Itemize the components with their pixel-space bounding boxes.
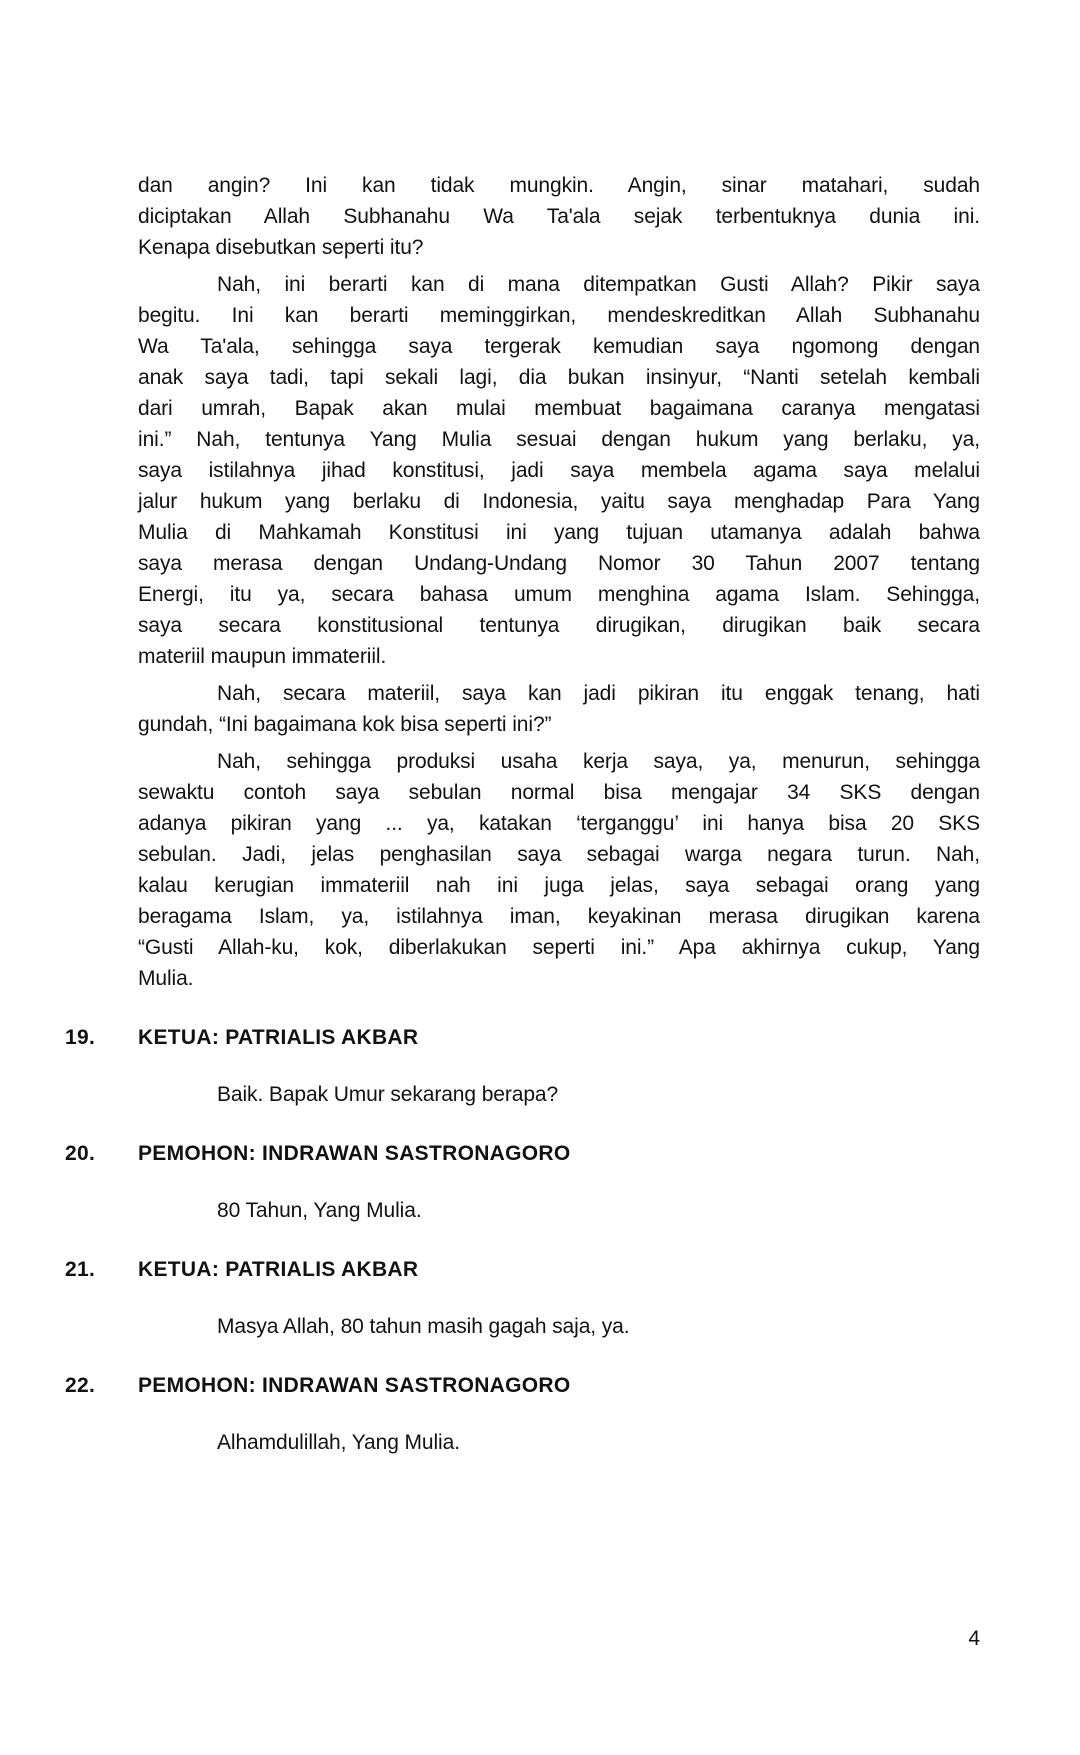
speaker-name: PEMOHON: INDRAWAN SASTRONAGORO: [138, 1374, 571, 1397]
paragraph: [138, 170, 980, 263]
text-line: gundah, “Ini bagaimana kok bisa seperti ini?”: [138, 713, 552, 736]
text-line: Nah, sehingga produksi usaha kerja saya, ya, menurun, sehingga: [217, 750, 980, 773]
text-line: materiil maupun immateriil.: [138, 645, 387, 668]
text-line: Nah, ini berarti kan di mana ditempatkan Gusti Allah? Pikir saya: [217, 273, 980, 296]
text-line: “Gusti Allah-ku, kok, diberlakukan seperti ini.” Apa akhirnya cukup, Yang: [138, 936, 980, 959]
speech-line: Masya Allah, 80 tahun masih gagah saja, ya.: [217, 1315, 630, 1338]
speaker-heading: [65, 1022, 980, 1053]
transcript-section: [65, 1022, 980, 1110]
text-line: begitu. Ini kan berarti meminggirkan, mendeskreditkan Allah Subhanahu: [138, 304, 980, 327]
text-line: beragama Islam, ya, istilahnya iman, keyakinan merasa dirugikan karena: [138, 905, 980, 928]
transcript-section: [65, 1138, 980, 1226]
speech-line: 80 Tahun, Yang Mulia.: [217, 1199, 422, 1222]
section-number: 20.: [65, 1142, 96, 1165]
document-content: [65, 170, 980, 1458]
text-line: Energi, itu ya, secara bahasa umum menghina agama Islam. Sehingga,: [138, 583, 980, 606]
speaker-name: PEMOHON: INDRAWAN SASTRONAGORO: [138, 1142, 571, 1165]
text-line: Wa Ta'ala, sehingga saya tergerak kemudian saya ngomong dengan: [138, 335, 980, 358]
text-line: saya secara konstitusional tentunya dirugikan, dirugikan baik secara: [138, 614, 980, 637]
transcript-sections: [65, 1022, 980, 1458]
section-number: 19.: [65, 1026, 96, 1049]
text-line: sebulan. Jadi, jelas penghasilan saya sebagai warga negara turun. Nah,: [138, 843, 980, 866]
body-text: [138, 170, 980, 994]
text-line: diciptakan Allah Subhanahu Wa Ta'ala sejak terbentuknya dunia ini.: [138, 205, 980, 228]
speaker-heading: [65, 1138, 980, 1169]
text-line: Mulia di Mahkamah Konstitusi ini yang tujuan utamanya adalah bahwa: [138, 521, 980, 544]
section-number: 21.: [65, 1258, 96, 1281]
speech-line: Alhamdulillah, Yang Mulia.: [217, 1431, 460, 1454]
text-line: saya merasa dengan Undang-Undang Nomor 30 Tahun 2007 tentang: [138, 552, 980, 575]
paragraph: [138, 678, 980, 740]
paragraph: [138, 269, 980, 672]
section-number: 22.: [65, 1374, 96, 1397]
text-line: Mulia.: [138, 967, 194, 990]
text-line: dari umrah, Bapak akan mulai membuat bagaimana caranya mengatasi: [138, 397, 980, 420]
speaker-name: KETUA: PATRIALIS AKBAR: [138, 1026, 419, 1049]
speaker-heading: [65, 1254, 980, 1285]
paragraph: [138, 746, 980, 994]
text-line: sewaktu contoh saya sebulan normal bisa mengajar 34 SKS dengan: [138, 781, 980, 804]
text-line: dan angin? Ini kan tidak mungkin. Angin, sinar matahari, sudah: [138, 174, 980, 197]
transcript-section: [65, 1254, 980, 1342]
text-line: jalur hukum yang berlaku di Indonesia, yaitu saya menghadap Para Yang: [138, 490, 980, 513]
text-line: ini.” Nah, tentunya Yang Mulia sesuai dengan hukum yang berlaku, ya,: [138, 428, 980, 451]
text-line: anak saya tadi, tapi sekali lagi, dia bukan insinyur, “Nanti setelah kembali: [138, 366, 980, 389]
page-number: 4: [968, 1627, 980, 1650]
transcript-section: [65, 1370, 980, 1458]
text-line: saya istilahnya jihad konstitusi, jadi saya membela agama saya melalui: [138, 459, 980, 482]
speech-line: Baik. Bapak Umur sekarang berapa?: [217, 1083, 559, 1106]
text-line: Nah, secara materiil, saya kan jadi pikiran itu enggak tenang, hati: [217, 682, 980, 705]
speaker-name: KETUA: PATRIALIS AKBAR: [138, 1258, 419, 1281]
text-line: Kenapa disebutkan seperti itu?: [138, 236, 424, 259]
text-line: kalau kerugian immateriil nah ini juga jelas, saya sebagai orang yang: [138, 874, 980, 897]
speaker-heading: [65, 1370, 980, 1401]
text-line: adanya pikiran yang ... ya, katakan ‘terganggu’ ini hanya bisa 20 SKS: [138, 812, 980, 835]
